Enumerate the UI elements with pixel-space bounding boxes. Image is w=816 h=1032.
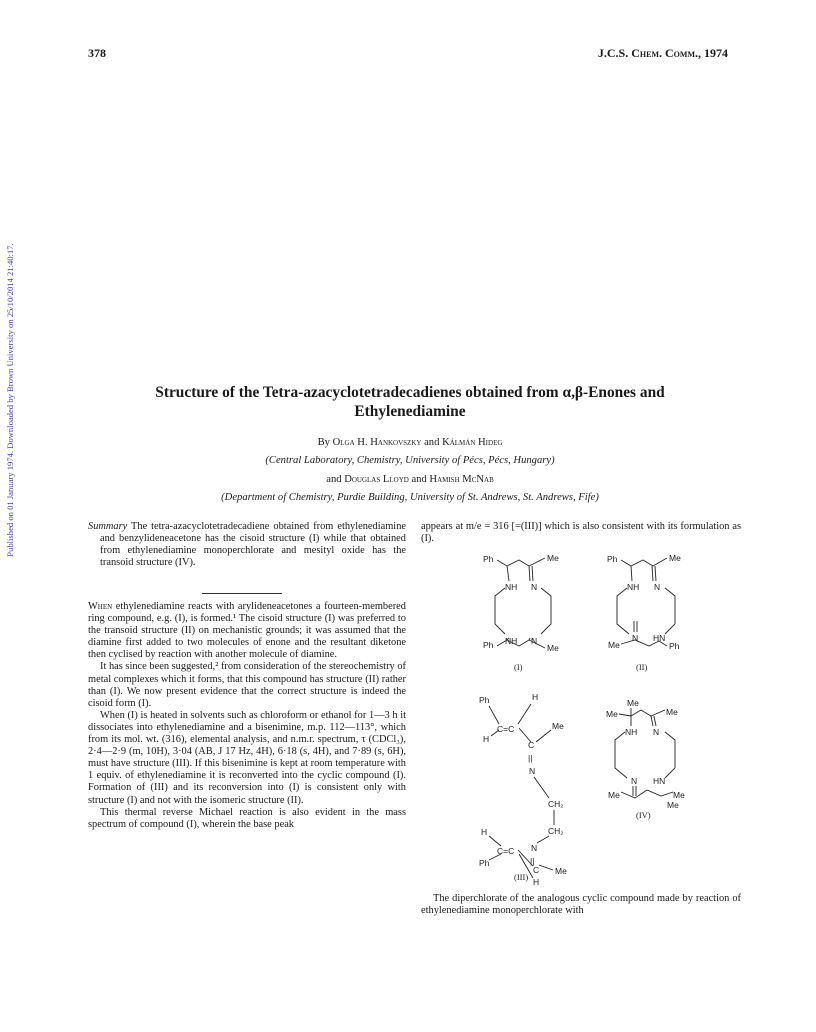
structure-ii	[607, 553, 681, 672]
atom-me: Me	[667, 800, 679, 810]
atom-ph: Ph	[607, 554, 618, 564]
bond-bottom	[621, 790, 673, 798]
atom-me: Me	[552, 721, 564, 731]
bond	[529, 638, 530, 640]
bond	[489, 706, 499, 724]
atom-hn: HN	[653, 633, 666, 643]
atom-me: Me	[547, 553, 559, 563]
author-line-2: and Douglas Lloyd and Hamish McNab	[326, 474, 494, 485]
label-iv: (IV)	[636, 810, 651, 820]
body-text-left	[88, 601, 406, 831]
atom-nh: NH	[625, 727, 638, 737]
atom-c-eq-c: C=C	[497, 846, 515, 856]
left-column	[88, 521, 406, 569]
atom-me: Me	[555, 866, 567, 876]
summary-divider	[202, 593, 282, 594]
article-title: Structure of the Tetra-azacyclotetradecadienes obtained from α,β-Enones and Ethylenediamine	[155, 384, 665, 420]
bond	[534, 777, 549, 798]
bond-top	[497, 558, 545, 566]
bond	[518, 704, 531, 724]
paragraph-4: This thermal reverse Michael reaction is also evident in the mass spectrum of compound (I), wherein the base peak	[88, 806, 406, 830]
atom-n: N	[632, 633, 639, 643]
atom-ph: Ph	[479, 695, 490, 705]
atom-n: N	[654, 582, 661, 592]
bond	[519, 728, 531, 742]
atom-n: N	[653, 727, 660, 737]
paragraph-1: When ethylenediamine reacts with arylideneacetones a fourteen-membered ring compound, e.g. (I), is formed.¹ The cisoid structure (I) was preferred to the transoid structure (II) on mechanistic grounds; it was assumed that the diamine first added to two molecules of enone and the resultant diketone then cyclised by reaction with another molecule of diamine.	[88, 601, 406, 661]
bond-right	[665, 732, 675, 778]
bond-left	[615, 732, 627, 778]
bond	[655, 566, 656, 581]
double-bond: ||	[530, 856, 535, 866]
atom-ch2: CH₂	[548, 799, 564, 809]
paragraph-2: It has since been suggested,² from consideration of the stereochemistry of metal complexes which it forms, that this compound has structure (II) rather than (I). We now present evidence that the correct structure is indeed the cisoid form (I).	[88, 661, 406, 709]
right-top-text: appears at m/e = 316 [=(III)] which is also consistent with its formulation as (I).	[421, 521, 741, 545]
atom-ph: Ph	[669, 641, 680, 651]
atom-me: Me	[608, 790, 620, 800]
atom-me: Me	[547, 643, 559, 653]
affiliation-1: (Central Laboratory, Chemistry, University of Pécs, Pécs, Hungary)	[265, 455, 555, 466]
atom-n: N	[531, 636, 538, 646]
atom-me: Me	[608, 640, 620, 650]
double-bond: ||	[528, 753, 533, 763]
label-ii: (II)	[636, 662, 648, 672]
atom-me: Me	[669, 553, 681, 563]
atom-c-eq-c: C=C	[497, 724, 515, 734]
atom-n: N	[531, 582, 538, 592]
atom-n: N	[631, 776, 638, 786]
atom-ph: Ph	[483, 640, 494, 650]
bond	[529, 566, 530, 581]
atom-nh: NH	[505, 582, 518, 592]
right-bottom-text: The diperchlorate of the analogous cyclic compound made by reaction of ethylenediamine monoperchlorate with	[421, 893, 741, 917]
bond	[489, 854, 501, 860]
atom-ch2: CH₂	[548, 826, 564, 836]
bond-top	[621, 558, 667, 566]
atom-nh: NH	[505, 636, 518, 646]
bond	[537, 836, 549, 843]
paragraph-3: When (I) is heated in solvents such as chloroform or ethanol for 1—3 h it dissociates into ethylenediamine and a bisenimine, m.p. 112—113°, which from its mol. wt. (316), elemental analysis, and n.m.r. spectrum, τ (CDCl₃), 2·4—2·9 (m, 10H), 3·04 (AB, J 17 Hz, 4H), 6·18 (s, 4H), and 7·89 (s, 6H), must have structure (III). If this bisenimine is kept at room temperature with 1 equiv. of ethylenediamine it is reconverted into the cyclic compound (I). Formation of (III) and its reconversion into (I) is consistent only with structure (I) and not with the isomeric structure (II).	[88, 709, 406, 806]
author-line-1: By Olga H. Hankovszky and Kálmán Hideg	[317, 437, 503, 448]
atom-n: N	[531, 843, 538, 853]
atom-ph: Ph	[483, 554, 494, 564]
bond-left	[617, 588, 629, 634]
label-iii: (III)	[514, 872, 529, 882]
atom-me: Me	[673, 790, 685, 800]
journal-header: J.C.S. Chem. Comm., 1974	[597, 46, 728, 60]
bond	[652, 566, 653, 581]
bond	[654, 716, 656, 726]
atom-me: Me	[627, 698, 639, 708]
atom-h: H	[532, 692, 539, 702]
summary-paragraph: Summary The tetra-azacyclotetradecadiene obtained from ethylenediamine and benzylideneacetone has the cisoid structure (I) while that obtained from ethylenediamine monoperchlorate and mesityl oxide has the transoid structure (IV).	[88, 521, 406, 569]
atom-hn: HN	[653, 776, 666, 786]
atom-h: H	[533, 877, 540, 887]
bond-right	[541, 588, 551, 634]
atom-h: H	[483, 734, 490, 744]
download-watermark: Published on 01 January 1974. Downloaded by Brown University on 25/10/2014 21:40:17.	[5, 243, 15, 557]
atom-ph: Ph	[479, 858, 490, 868]
atom-h: H	[481, 827, 488, 837]
atom-c: C	[533, 865, 540, 875]
bond-right	[665, 588, 675, 634]
structure-iv	[606, 698, 685, 820]
bond	[539, 865, 553, 870]
bond-top	[619, 710, 665, 716]
chemical-structures-figure	[421, 548, 741, 888]
atom-me: Me	[666, 707, 678, 717]
bond	[536, 730, 551, 742]
structure-iii	[479, 692, 567, 887]
atom-c: C	[528, 740, 535, 750]
label-i: (I)	[514, 662, 523, 672]
atom-me: Me	[606, 709, 618, 719]
structure-i	[483, 553, 559, 672]
page-number: 378	[88, 46, 106, 60]
bond	[631, 566, 632, 581]
bond	[651, 716, 653, 726]
atom-n: N	[529, 766, 536, 776]
bond	[507, 566, 509, 581]
bond	[489, 836, 501, 846]
affiliation-2: (Department of Chemistry, Purdie Building, University of St. Andrews, St. Andrews, Fife)	[221, 492, 599, 503]
atom-nh: NH	[627, 582, 640, 592]
bond	[532, 566, 533, 581]
bond-left	[495, 588, 505, 634]
